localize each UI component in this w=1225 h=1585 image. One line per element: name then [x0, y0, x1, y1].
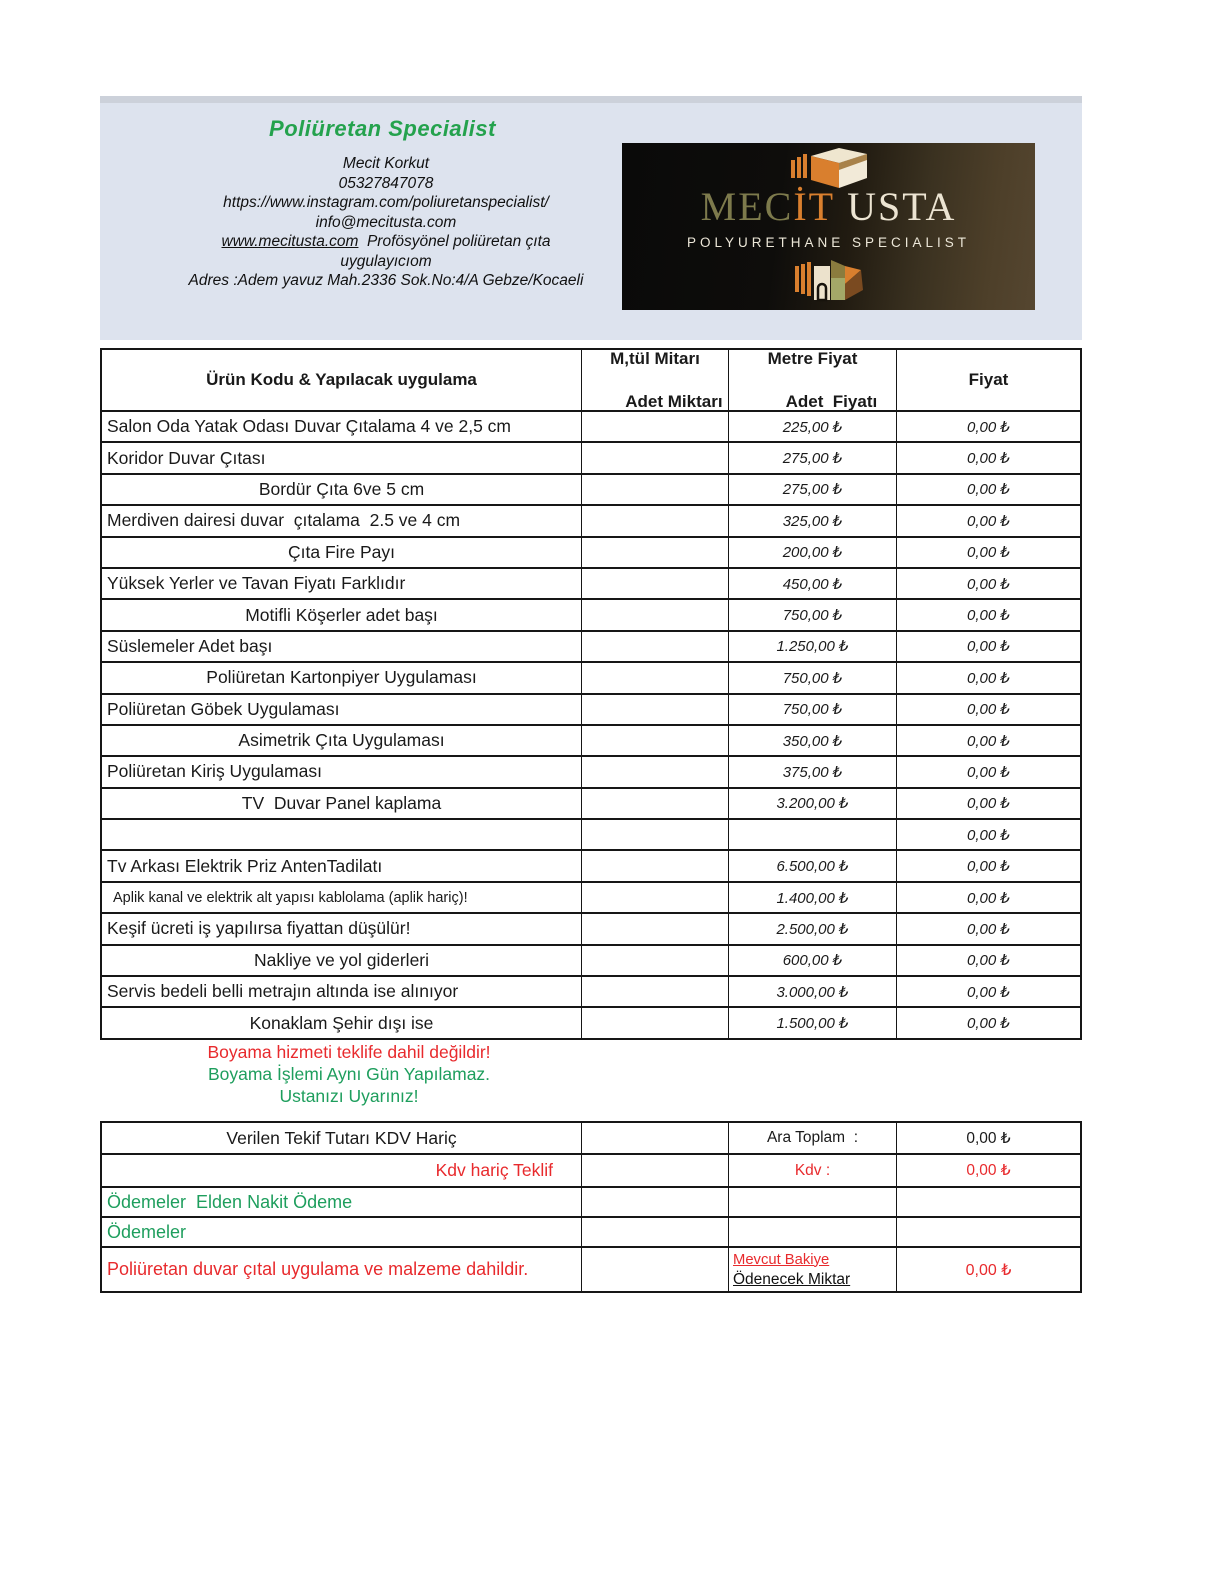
unit-price-cell: 2.500,00 ₺	[728, 914, 896, 943]
table-row	[102, 410, 1080, 441]
subtotal-value: 0,00 ₺	[896, 1123, 1080, 1153]
price-cell: 0,00 ₺	[896, 726, 1080, 755]
summary-row-payments	[102, 1216, 1080, 1246]
qty-cell[interactable]	[581, 726, 728, 755]
row-label: Süslemeler Adet başı	[107, 635, 273, 656]
summary-qty-cell	[581, 1155, 728, 1186]
unit-price-cell: 1.250,00 ₺	[728, 632, 896, 661]
website-note-wrap: uygulayıcıom	[340, 252, 432, 270]
balance-cell	[728, 1248, 896, 1291]
table-row	[102, 567, 1080, 598]
unit-price-cell: 750,00 ₺	[728, 695, 896, 724]
table-row	[102, 661, 1080, 692]
logo-word	[622, 184, 1035, 229]
unit-price-cell: 750,00 ₺	[728, 663, 896, 692]
row-label: Poliüretan Göbek Uygulaması	[107, 698, 340, 719]
qty-cell[interactable]	[581, 443, 728, 472]
summary-row-subtotal	[102, 1123, 1080, 1153]
notes-block	[100, 1042, 598, 1107]
column-header-product: Ürün Kodu & Yapılacak uygulama	[206, 370, 477, 390]
logo-word-mec: MEC	[700, 184, 794, 229]
table-row	[102, 912, 1080, 943]
row-label: Poliüretan Kiriş Uygulaması	[107, 761, 322, 782]
unit-price-cell: 225,00 ₺	[728, 412, 896, 441]
table-row	[102, 787, 1080, 818]
table-body	[102, 410, 1080, 1038]
kdv-offer-label: Kdv hariç Teklif	[435, 1160, 553, 1180]
unit-price-cell	[728, 820, 896, 849]
qty-cell[interactable]	[581, 820, 728, 849]
qty-cell[interactable]	[581, 538, 728, 567]
brand-title: Poliüretan Specialist	[269, 116, 496, 141]
row-label: Merdiven dairesi duvar çıtalama 2.5 ve 4 cm	[107, 510, 461, 531]
unit-price-cell: 1.500,00 ₺	[728, 1008, 896, 1037]
row-label: TV Duvar Panel kaplama	[241, 792, 442, 813]
table-row	[102, 504, 1080, 535]
row-label: Asimetrik Çıta Uygulaması	[238, 730, 445, 751]
logo-word-it: İT	[793, 184, 836, 229]
price-cell: 0,00 ₺	[896, 977, 1080, 1006]
due-value: 0,00 ₺	[896, 1248, 1080, 1291]
note-line: Boyama İşlemi Aynı Gün Yapılamaz.	[207, 1063, 491, 1084]
logo-word-usta: USTA	[847, 184, 957, 229]
qty-cell[interactable]	[581, 851, 728, 880]
unit-price-cell: 375,00 ₺	[728, 757, 896, 786]
summary-qty-cell	[581, 1218, 728, 1246]
qty-cell[interactable]	[581, 1008, 728, 1037]
row-label: Konaklam Şehir dışı ise	[249, 1012, 434, 1033]
logo-subtitle: POLYURETHANE SPECIALIST	[686, 235, 971, 250]
unit-price-cell: 200,00 ₺	[728, 538, 896, 567]
table-row	[102, 1006, 1080, 1037]
row-label: Keşif ücreti iş yapılırsa fiyattan düşülür!	[107, 918, 411, 939]
column-header-price: Fiyat	[896, 350, 1080, 410]
qty-cell[interactable]	[581, 914, 728, 943]
balance-label: Mevcut Bakiye	[733, 1251, 830, 1268]
email-link[interactable]: info@mecitusta.com	[315, 213, 457, 231]
row-label: Poliüretan Kartonpiyer Uygulaması	[206, 667, 477, 688]
unit-price-cell: 450,00 ₺	[728, 569, 896, 598]
row-label: Motifli Köşerler adet başı	[245, 604, 438, 625]
table-row	[102, 881, 1080, 912]
contact-phone: 05327847078	[338, 174, 434, 192]
summary-row-kdv	[102, 1153, 1080, 1186]
price-cell: 0,00 ₺	[896, 789, 1080, 818]
contact-name: Mecit Korkut	[342, 155, 430, 172]
row-label: Yüksek Yerler ve Tavan Fiyatı Farklıdır	[107, 573, 406, 594]
table-row	[102, 693, 1080, 724]
company-logo	[622, 143, 1035, 310]
row-label: Salon Oda Yatak Odası Duvar Çıtalama 4 ve 2,5 cm	[107, 416, 511, 437]
price-cell: 0,00 ₺	[896, 695, 1080, 724]
qty-cell[interactable]	[581, 632, 728, 661]
qty-cell[interactable]	[581, 977, 728, 1006]
row-label	[102, 820, 581, 849]
qty-cell[interactable]	[581, 569, 728, 598]
qty-cell[interactable]	[581, 506, 728, 535]
qty-cell[interactable]	[581, 412, 728, 441]
column-header-quantity-line2: Adet Miktarı	[625, 391, 723, 411]
table-row	[102, 849, 1080, 880]
header-panel	[100, 96, 1082, 340]
empty-cell	[728, 1188, 896, 1216]
row-label: Çıta Fire Payı	[288, 541, 395, 562]
summary-table	[100, 1121, 1082, 1293]
table-row	[102, 944, 1080, 975]
note-line: Ustanızı Uyarınız!	[279, 1085, 419, 1106]
price-cell: 0,00 ₺	[896, 443, 1080, 472]
table-row	[102, 473, 1080, 504]
price-cell: 0,00 ₺	[896, 757, 1080, 786]
qty-cell[interactable]	[581, 757, 728, 786]
price-cell: 0,00 ₺	[896, 569, 1080, 598]
column-header-unit-price-line2: Adet Fiyatı	[785, 391, 878, 411]
row-label: Nakliye ve yol giderleri	[253, 949, 430, 970]
address: Adres :Adem yavuz Mah.2336 Sok.No:4/A Gebze/Kocaeli	[188, 272, 584, 289]
kdv-value: 0,00 ₺	[896, 1155, 1080, 1186]
qty-cell[interactable]	[581, 600, 728, 629]
empty-cell	[896, 1188, 1080, 1216]
note-line: Boyama hizmeti teklife dahil değildir!	[207, 1042, 491, 1062]
subtotal-label: Ara Toplam :	[728, 1123, 896, 1153]
column-header-unit-price-line1: Metre Fiyat	[767, 349, 858, 369]
website-link[interactable]: www.mecitusta.com	[221, 233, 359, 250]
price-cell: 0,00 ₺	[896, 663, 1080, 692]
price-cell: 0,00 ₺	[896, 914, 1080, 943]
price-cell: 0,00 ₺	[896, 412, 1080, 441]
empty-cell	[896, 1218, 1080, 1246]
column-header-unit-price	[728, 350, 896, 410]
row-label: Servis bedeli belli metrajın altında ise alınıyor	[107, 981, 459, 1002]
unit-price-cell: 3.200,00 ₺	[728, 789, 896, 818]
unit-price-cell: 600,00 ₺	[728, 946, 896, 975]
row-label: Koridor Duvar Çıtası	[107, 447, 266, 468]
unit-price-cell: 275,00 ₺	[728, 443, 896, 472]
qty-cell[interactable]	[581, 883, 728, 912]
summary-qty-cell	[581, 1123, 728, 1153]
price-cell: 0,00 ₺	[896, 506, 1080, 535]
website-note: Profösyönel poliüretan çıta	[366, 233, 551, 250]
unit-price-cell: 6.500,00 ₺	[728, 851, 896, 880]
material-note: Poliüretan duvar çıtal uygulama ve malzeme dahildir.	[107, 1259, 529, 1279]
price-cell: 0,00 ₺	[896, 632, 1080, 661]
kdv-label: Kdv :	[728, 1155, 896, 1186]
price-table	[100, 348, 1082, 1040]
price-cell: 0,00 ₺	[896, 600, 1080, 629]
column-header-quantity-line1: M,tül Mitarı	[610, 349, 700, 369]
summary-qty-cell	[581, 1248, 728, 1291]
row-label: Aplik kanal ve elektrik alt yapısı kablolama (aplik hariç)!	[113, 889, 468, 906]
instagram-link[interactable]: https://www.instagram.com/poliuretanspecialist/	[223, 194, 549, 211]
due-label: Ödenecek Miktar	[733, 1270, 851, 1288]
qty-cell[interactable]	[581, 695, 728, 724]
unit-price-cell: 350,00 ₺	[728, 726, 896, 755]
table-row	[102, 975, 1080, 1006]
price-cell: 0,00 ₺	[896, 475, 1080, 504]
summary-row-payments-cash	[102, 1186, 1080, 1216]
row-label: Bordür Çıta 6ve 5 cm	[258, 478, 425, 499]
price-cell: 0,00 ₺	[896, 883, 1080, 912]
summary-row-balance	[102, 1246, 1080, 1291]
panel-top-border	[100, 96, 1082, 103]
empty-cell	[728, 1218, 896, 1246]
table-row	[102, 536, 1080, 567]
payments-cash-label: Ödemeler Elden Nakit Ödeme	[107, 1191, 353, 1212]
summary-qty-cell	[581, 1188, 728, 1216]
qty-cell[interactable]	[581, 475, 728, 504]
price-cell: 0,00 ₺	[896, 820, 1080, 849]
table-row	[102, 598, 1080, 629]
offer-label: Verilen Tekif Tutarı KDV Hariç	[226, 1127, 457, 1148]
contact-block	[110, 154, 662, 291]
price-table-header	[102, 350, 1080, 410]
table-row	[102, 724, 1080, 755]
logo-blocks-icon	[787, 260, 871, 306]
table-row	[102, 755, 1080, 786]
unit-price-cell: 325,00 ₺	[728, 506, 896, 535]
unit-price-cell: 275,00 ₺	[728, 475, 896, 504]
price-cell: 0,00 ₺	[896, 946, 1080, 975]
price-cell: 0,00 ₺	[896, 1008, 1080, 1037]
qty-cell[interactable]	[581, 789, 728, 818]
price-cell: 0,00 ₺	[896, 851, 1080, 880]
unit-price-cell: 750,00 ₺	[728, 600, 896, 629]
qty-cell[interactable]	[581, 663, 728, 692]
table-row	[102, 441, 1080, 472]
column-header-quantity	[581, 350, 728, 410]
price-cell: 0,00 ₺	[896, 538, 1080, 567]
website-line	[110, 232, 662, 252]
unit-price-cell: 1.400,00 ₺	[728, 883, 896, 912]
payments-label: Ödemeler	[107, 1221, 187, 1242]
table-row	[102, 630, 1080, 661]
unit-price-cell: 3.000,00 ₺	[728, 977, 896, 1006]
qty-cell[interactable]	[581, 946, 728, 975]
table-row	[102, 818, 1080, 849]
row-label: Tv Arkası Elektrik Priz AntenTadilatı	[107, 855, 383, 876]
